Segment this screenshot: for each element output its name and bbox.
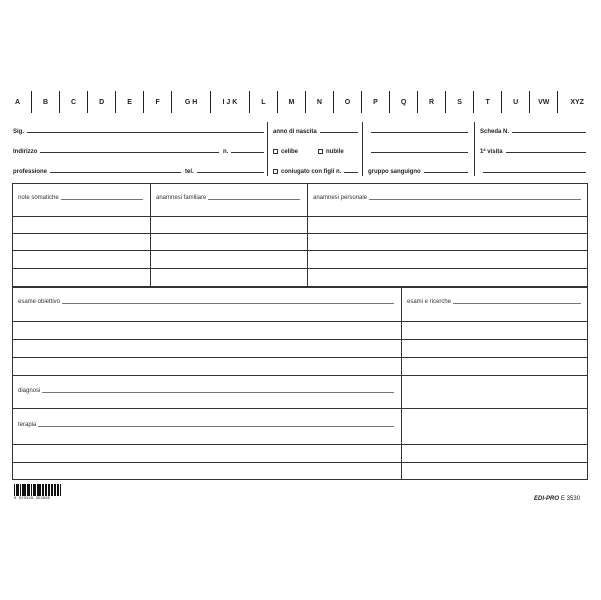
anno-nascita-line [320, 132, 358, 133]
index-tab[interactable]: I J K [211, 91, 250, 113]
numero-field[interactable] [223, 143, 266, 155]
blank-line [371, 132, 468, 133]
prima-visita-field[interactable] [480, 143, 588, 155]
barcode-stripe [28, 484, 29, 496]
barcode-number: 8 023328 353005 [14, 497, 51, 501]
blank-line-3 [483, 172, 586, 173]
anamnesi-row-line [12, 233, 588, 234]
anno-nascita-label: anno di nascita [273, 129, 317, 135]
barcode-stripe [34, 484, 35, 496]
sig-line [27, 132, 264, 133]
blank-line-2 [371, 152, 468, 153]
barcode-stripe [54, 484, 55, 496]
numero-line [231, 152, 264, 153]
celibe-label: celibe [281, 149, 299, 155]
barcode-stripe [27, 484, 28, 496]
index-tab[interactable]: P [362, 91, 390, 113]
indirizzo-field[interactable] [13, 143, 221, 155]
scheda-field[interactable] [480, 123, 588, 135]
sig-field[interactable] [13, 123, 266, 135]
anamnesi-familiare-field[interactable] [156, 193, 303, 201]
nubile-box-icon [318, 149, 323, 154]
professione-label: professione [13, 169, 48, 175]
barcode-stripe [49, 484, 50, 496]
prima-visita-label: 1ª visita [480, 149, 503, 155]
brand-logo: EDI-PRO [534, 496, 560, 502]
index-tab[interactable]: XYZ [570, 98, 584, 106]
index-tab[interactable]: L [250, 91, 278, 113]
index-tab[interactable]: A [4, 91, 32, 113]
barcode-stripe [37, 484, 38, 496]
esame-obiettivo-field[interactable] [18, 297, 397, 305]
barcode-stripe [33, 484, 34, 496]
index-tab[interactable]: N [306, 91, 334, 113]
barcode-stripe [55, 484, 56, 496]
anamnesi-familiare-label: anamnesi familiare [156, 195, 207, 201]
sig-label: Sig. [13, 129, 25, 135]
professione-field[interactable] [13, 163, 183, 175]
alphabet-index-bar [4, 91, 596, 113]
anamnesi-personale-label: anamnesi personale [313, 195, 368, 201]
barcode-stripe [38, 484, 40, 496]
blank-field-2[interactable] [368, 143, 470, 155]
nubile-checkbox[interactable] [318, 143, 360, 155]
barcode-stripe [31, 484, 32, 496]
barcode-stripe [43, 484, 44, 496]
anamnesi-row-line [12, 250, 588, 251]
barcode-stripe [20, 484, 21, 496]
esame-row-line [12, 339, 588, 340]
coniugato-field[interactable] [273, 163, 360, 175]
index-tab[interactable]: O [334, 91, 362, 113]
barcode-stripe [45, 484, 46, 496]
barcode-stripe [60, 484, 61, 496]
diagnosi-line [42, 392, 394, 393]
brand-mark [534, 496, 580, 502]
blank-field[interactable] [368, 123, 470, 135]
esame-obiettivo-line [62, 303, 394, 304]
professione-line [50, 172, 181, 173]
note-somatiche-line [61, 199, 143, 200]
esame-section [12, 287, 588, 480]
terapia-field[interactable] [18, 420, 397, 428]
esame-row-line [12, 375, 588, 376]
esami-ricerche-field[interactable] [407, 297, 584, 305]
index-tab[interactable]: U [502, 91, 530, 113]
header-divider-2 [362, 122, 363, 176]
coniugato-box-icon [273, 169, 278, 174]
barcode-stripe [42, 484, 43, 496]
barcode-icon [14, 484, 62, 496]
blank-field-3[interactable] [480, 163, 588, 175]
diagnosi-label: diagnosi [18, 388, 41, 394]
numero-label: n. [223, 149, 229, 155]
esame-row-line [12, 357, 588, 358]
index-tab[interactable]: D [88, 91, 116, 113]
coniugato-label: coniugato con figli n. [281, 169, 342, 175]
esame-row-line [12, 408, 588, 409]
index-tab[interactable]: C [60, 91, 88, 113]
header-divider-1 [267, 122, 268, 176]
index-tab[interactable]: F [144, 91, 172, 113]
esame-row-line [12, 444, 588, 445]
terapia-label: terapia [18, 422, 37, 428]
barcode-stripe [17, 484, 18, 496]
barcode-stripe [48, 484, 49, 496]
product-code: E 3530 [561, 496, 581, 502]
barcode-stripe [16, 484, 17, 496]
index-tab[interactable]: B [32, 91, 60, 113]
barcode-stripe [14, 484, 15, 496]
coniugato-line [344, 172, 358, 173]
barcode-stripe [23, 484, 25, 496]
anamnesi-familiare-line [208, 199, 300, 200]
scheda-label: Scheda N. [480, 129, 510, 135]
header-divider-3 [474, 122, 475, 176]
nubile-label: nubile [326, 149, 344, 155]
scheda-line [512, 132, 586, 133]
indirizzo-line [40, 152, 219, 153]
index-tab[interactable]: E [116, 91, 144, 113]
index-tab[interactable]: S [446, 91, 474, 113]
index-tab[interactable]: T [474, 91, 502, 113]
terapia-line [38, 426, 394, 427]
note-somatiche-label: note somatiche [18, 195, 59, 201]
gruppo-sanguigno-label: gruppo sanguigno [368, 169, 421, 175]
index-tab[interactable]: VW [530, 91, 558, 113]
barcode-stripe [22, 484, 23, 496]
esame-divider [401, 287, 402, 480]
indirizzo-label: Indirizzo [13, 149, 38, 155]
barcode-stripe [51, 484, 52, 496]
note-somatiche-field[interactable] [18, 193, 146, 201]
anamnesi-divider-1 [150, 183, 151, 287]
esame-obiettivo-label: esame obiettivo [18, 299, 61, 305]
anno-nascita-field[interactable] [273, 123, 360, 135]
anamnesi-divider-2 [307, 183, 308, 287]
index-tab[interactable]: R [418, 91, 446, 113]
anamnesi-personale-field[interactable] [313, 193, 584, 201]
esami-ricerche-label: esami e ricerche [407, 299, 452, 305]
esami-ricerche-line [453, 303, 581, 304]
tel-label: tel. [185, 169, 194, 175]
anamnesi-row-line [12, 216, 588, 217]
gruppo-sanguigno-line [424, 172, 468, 173]
tel-line [197, 172, 264, 173]
esame-row-line [12, 321, 588, 322]
anamnesi-personale-line [369, 199, 581, 200]
prima-visita-line [506, 152, 586, 153]
index-tab[interactable]: Q [390, 91, 418, 113]
index-tab[interactable]: M [278, 91, 306, 113]
anamnesi-row-line [12, 268, 588, 269]
diagnosi-field[interactable] [18, 386, 397, 394]
index-tab[interactable]: G H [172, 91, 211, 113]
celibe-box-icon [273, 149, 278, 154]
esame-row-line [12, 462, 588, 463]
celibe-checkbox[interactable] [273, 143, 315, 155]
barcode-stripe [57, 484, 59, 496]
gruppo-sanguigno-field[interactable] [368, 163, 470, 175]
tel-field[interactable] [185, 163, 266, 175]
